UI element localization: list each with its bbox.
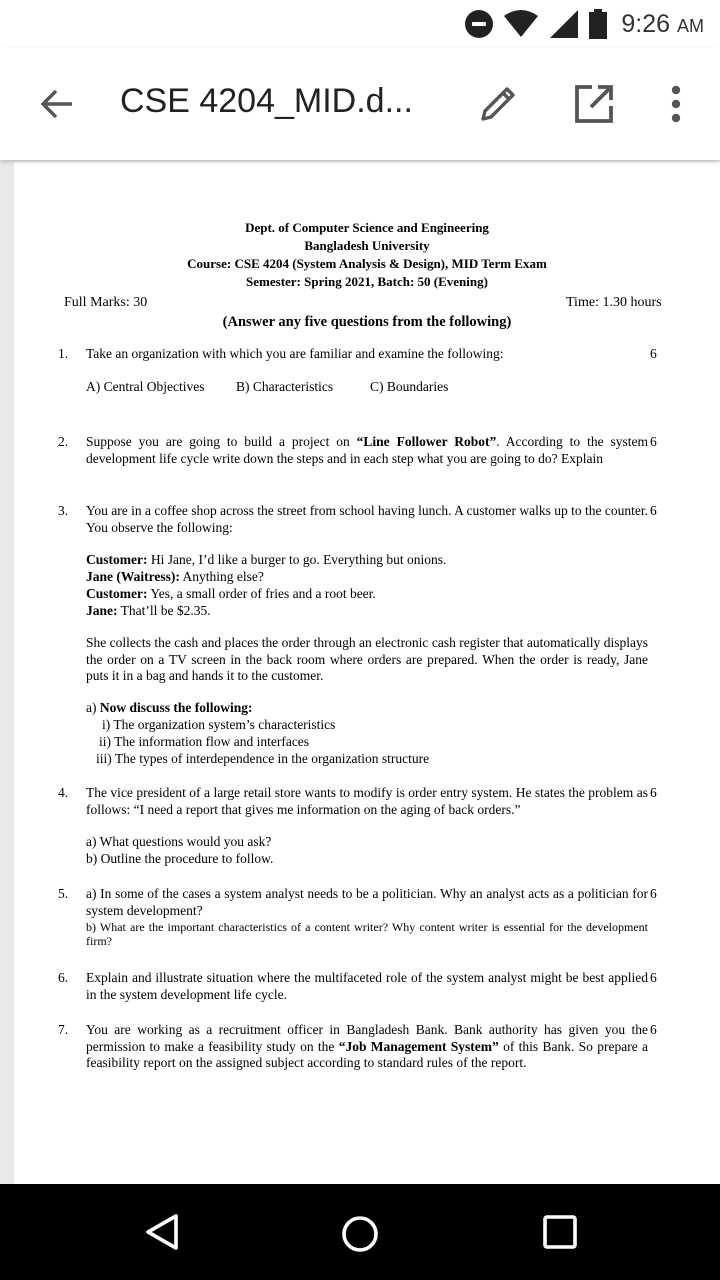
document-viewer[interactable] <box>0 160 720 1184</box>
document-title: CSE 4204_MID.d... <box>120 82 413 120</box>
more-vert-icon <box>660 82 692 126</box>
q6-score: 6 <box>650 970 657 985</box>
q7-text-pre: You are working as a recruitment officer in Bangladesh Bank. Bank authority has given you the permission to make a feasibility study on the <box>86 1022 648 1054</box>
q3-discuss-prefix: a) <box>86 700 100 715</box>
header-university: Bangladesh University <box>304 238 430 253</box>
nav-back-icon <box>142 1212 182 1252</box>
status-bar <box>0 0 720 48</box>
navigation-bar <box>0 1184 720 1280</box>
q2-text-pre: Suppose you are going to build a project on <box>86 434 357 449</box>
q1-option-a: A) Central Objectives <box>86 379 205 394</box>
q3-dialog-text-1: Hi Jane, I’d like a burger to go. Everything but onions. <box>147 552 447 567</box>
q2-text <box>86 434 648 467</box>
nav-home-button[interactable] <box>340 1214 380 1254</box>
q1-text: Take an organization with which you are familiar and examine the following: <box>86 346 504 361</box>
clock-ampm: AM <box>677 15 704 36</box>
more-options-button[interactable] <box>660 82 692 126</box>
nav-recent-apps-icon <box>542 1214 578 1250</box>
q2-text-post: . According to the system development life cycle write down the steps and in each step what you are going to do? Explain <box>86 434 648 466</box>
q3-dialog-text-2: Anything else? <box>179 569 264 584</box>
signal-icon <box>549 9 579 39</box>
back-button[interactable] <box>36 84 76 124</box>
document-page <box>14 162 720 1184</box>
q4-number: 4. <box>58 785 69 800</box>
q3-item-2: ii) The information flow and interfaces <box>99 734 310 749</box>
q3-dialog-line-3 <box>86 586 376 603</box>
q3-dialog-speaker-2: Jane (Waitress): <box>86 569 180 584</box>
pencil-icon <box>476 82 520 126</box>
header-semester: Semester: Spring 2021, Batch: 50 (Evening) <box>246 274 488 289</box>
q4-part-a: a) What questions would you ask? <box>86 834 272 849</box>
q3-score: 6 <box>650 503 657 518</box>
q3-dialog-line-2 <box>86 569 264 586</box>
do-not-disturb-icon <box>465 10 493 38</box>
q2-number: 2. <box>58 434 69 449</box>
q1-option-b: B) Characteristics <box>236 379 334 394</box>
q7-number: 7. <box>58 1022 69 1037</box>
clock <box>621 10 704 39</box>
clock-time: 9:26 <box>621 9 671 38</box>
q7-text <box>86 1022 648 1072</box>
battery-icon <box>589 9 607 39</box>
q3-dialog-speaker-4: Jane: <box>86 603 118 618</box>
q1-number: 1. <box>58 346 69 361</box>
q3-number: 3. <box>58 503 69 518</box>
arrow-back-icon <box>36 84 76 124</box>
nav-recent-apps-button[interactable] <box>542 1214 578 1250</box>
app-bar <box>0 48 720 160</box>
q6-text: Explain and illustrate situation where the multifaceted role of the system analyst might be best applied in the system development life cycle. <box>86 970 648 1002</box>
q1-score: 6 <box>650 346 657 361</box>
q3-item-1: i) The organization system’s characteristics <box>102 717 336 732</box>
q7-text-bold: “Job Management System” <box>338 1038 499 1054</box>
header-course: Course: CSE 4204 (System Analysis & Design), MID Term Exam <box>187 256 547 271</box>
q3-dialog-text-4: That’ll be $2.35. <box>117 603 211 618</box>
q2-text-bold: “Line Follower Robot” <box>356 434 497 449</box>
q3-item-3: iii) The types of interdependence in the organization structure <box>96 751 430 766</box>
q5-part-b: b) What are the important characteristics of a content writer? Why content writer is essential for the development firm? <box>86 920 648 948</box>
q3-dialog-line-4 <box>86 603 211 620</box>
q4-part-b: b) Outline the procedure to follow. <box>86 851 274 866</box>
q3-discuss <box>86 700 253 717</box>
open-in-new-icon <box>572 82 616 126</box>
header-dept: Dept. of Computer Science and Engineering <box>245 220 489 235</box>
q4-score: 6 <box>650 785 657 800</box>
wifi-icon <box>503 10 539 38</box>
q4-text: The vice president of a large retail store wants to modify is order entry system. He states the problem as follows: “I need a report that gives me information on the aging of back orders.” <box>86 785 648 817</box>
q3-dialog-text-3: Yes, a small order of fries and a root beer. <box>147 586 376 601</box>
q3-dialog-line-1 <box>86 552 446 569</box>
instruction: (Answer any five questions from the following) <box>222 314 512 330</box>
edit-button[interactable] <box>476 82 520 126</box>
q6-number: 6. <box>58 970 69 985</box>
full-marks: Full Marks: 30 <box>64 295 148 310</box>
q3-dialog-speaker-3: Customer: <box>86 586 148 601</box>
q3-text: You are in a coffee shop across the street from school having lunch. A customer walks up to the counter. You observe the following: <box>86 503 648 535</box>
nav-home-icon <box>340 1214 380 1254</box>
status-icons <box>465 8 704 40</box>
exam-time: Time: 1.30 hours <box>566 295 662 310</box>
q5-number: 5. <box>58 886 69 901</box>
q5-score: 6 <box>650 886 657 901</box>
open-in-new-button[interactable] <box>572 82 616 126</box>
q3-discuss-text: Now discuss the following: <box>99 700 253 715</box>
q2-score: 6 <box>650 434 657 449</box>
q7-text-post: of this Bank. So prepare a feasibility report on the assigned subject according to standard rules of the report. <box>86 1038 648 1070</box>
q1-option-c: C) Boundaries <box>370 379 449 394</box>
q7-score: 6 <box>650 1022 657 1037</box>
nav-back-button[interactable] <box>142 1212 182 1252</box>
q3-dialog-speaker-1: Customer: <box>86 552 148 567</box>
q5-part-a: a) In some of the cases a system analyst needs to be a politician. Why an analyst acts as a politician for system development? <box>86 886 648 918</box>
q3-paragraph: She collects the cash and places the order through an electronic cash register that automatically displays the order on a TV screen in the back room where orders are prepared. When the order is ready, Jane puts it in a bag and hands it to the customer. <box>86 635 648 683</box>
